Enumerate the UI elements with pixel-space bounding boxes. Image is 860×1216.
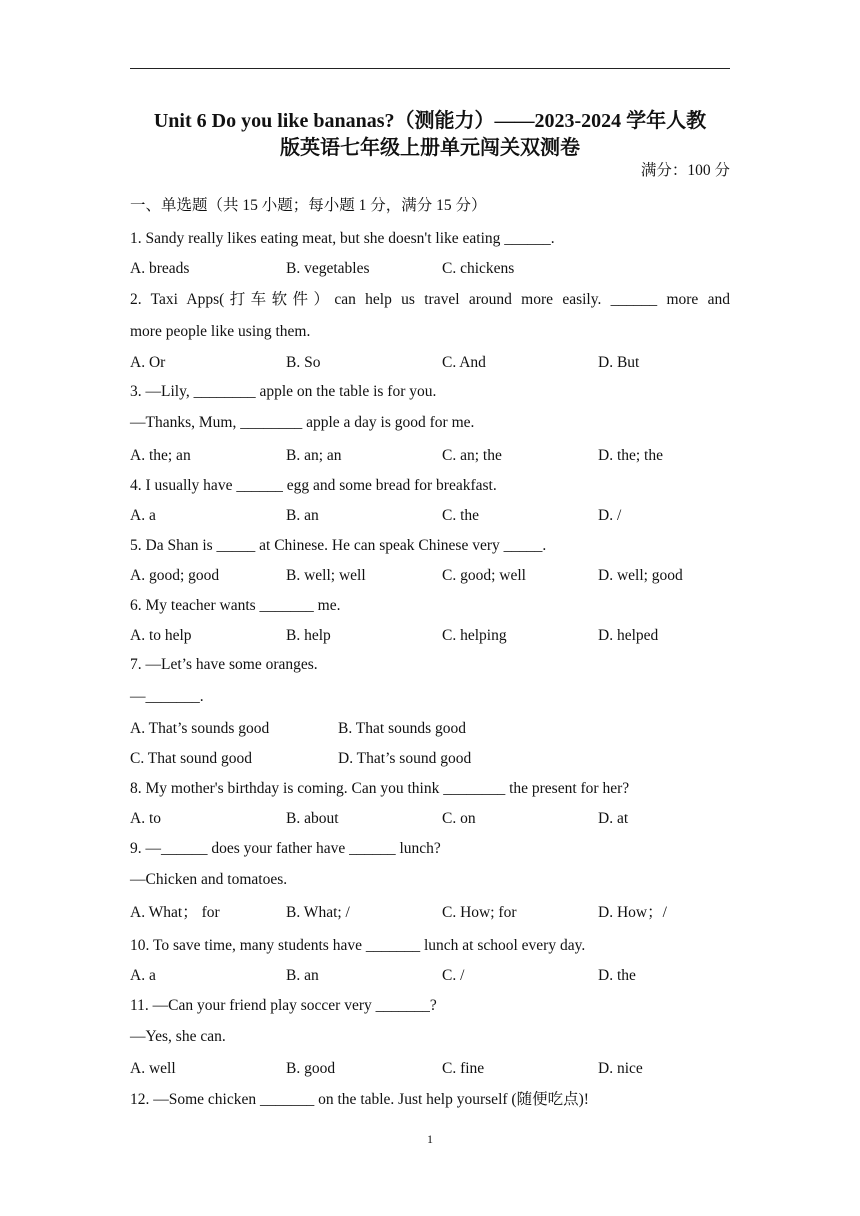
question-7-option-c: C. That sound good: [130, 750, 252, 767]
question-7-stem-line-1: 7. —Let’s have some oranges.: [130, 656, 318, 673]
question-2-option-b: B. So: [286, 354, 321, 371]
question-11-option-b: B. good: [286, 1060, 336, 1077]
question-4-option-d: D. /: [598, 507, 622, 524]
question-6-option-a: A. to help: [130, 627, 192, 644]
page-title-line-1: Unit 6 Do you like bananas?（测能力）——2023-2024 学年人教: [153, 110, 707, 132]
question-1-option-a: A. breads: [130, 260, 190, 277]
question-10-option-b: B. an: [286, 967, 319, 984]
question-3-option-d: D. the; the: [598, 447, 663, 464]
question-7-option-b: B. That sounds good: [338, 720, 467, 737]
question-7-option-d: D. That’s sound good: [338, 750, 472, 767]
question-6-stem: 6. My teacher wants _______ me.: [130, 597, 341, 614]
question-11-stem-line-2: —Yes, she can.: [130, 1028, 226, 1045]
question-3-option-b: B. an; an: [286, 447, 342, 464]
page-number: 1: [427, 1132, 433, 1146]
question-5-option-a: A. good; good: [130, 567, 220, 584]
question-6-option-d: D. helped: [598, 627, 659, 644]
question-3-option-c: C. an; the: [442, 447, 502, 464]
question-9-option-a: A. What； for: [130, 904, 220, 921]
question-1-stem: 1. Sandy really likes eating meat, but she doesn't like eating ______.: [130, 230, 555, 247]
question-5-option-d: D. well; good: [598, 567, 683, 584]
question-2-stem-line-1: 2. Taxi Apps(打车软件）can help us travel around more easily. ______ more and: [130, 291, 730, 308]
question-11-option-d: D. nice: [598, 1060, 643, 1077]
question-10-option-a: A. a: [130, 967, 156, 984]
question-9-option-d: D. How；/: [598, 904, 667, 921]
question-7-option-a: A. That’s sounds good: [130, 720, 270, 737]
question-3-stem-line-2: —Thanks, Mum, ________ apple a day is good for me.: [130, 414, 475, 431]
question-9-stem-line-1: 9. —______ does your father have ______ lunch?: [130, 840, 441, 857]
question-5-option-b: B. well; well: [286, 567, 366, 584]
question-6-option-b: B. help: [286, 627, 331, 644]
question-9-option-b: B. What; /: [286, 904, 350, 921]
question-12-stem: 12. —Some chicken _______ on the table. Just help yourself (随便吃点)!: [130, 1091, 589, 1108]
question-4-stem: 4. I usually have ______ egg and some bread for breakfast.: [130, 477, 497, 494]
question-6-option-c: C. helping: [442, 627, 507, 644]
question-11-stem-line-1: 11. —Can your friend play soccer very _______?: [130, 997, 437, 1014]
question-8-stem: 8. My mother's birthday is coming. Can you think ________ the present for her?: [130, 780, 630, 797]
header-rule: [130, 68, 730, 69]
question-1-option-c: C. chickens: [442, 260, 515, 277]
question-10-option-d: D. the: [598, 967, 636, 984]
question-8-option-d: D. at: [598, 810, 629, 827]
question-7-stem-line-2: —_______.: [130, 688, 204, 705]
question-2-option-c: C. And: [442, 354, 486, 371]
question-8-option-c: C. on: [442, 810, 476, 827]
question-1-option-b: B. vegetables: [286, 260, 370, 277]
page-title-line-2: 版英语七年级上册单元闯关双测卷: [280, 137, 580, 159]
section-heading: 一、单选题（共 15 小题；每小题 1 分，满分 15 分）: [130, 197, 487, 214]
question-2-option-a: A. Or: [130, 354, 166, 371]
question-11-option-c: C. fine: [442, 1060, 485, 1077]
question-11-option-a: A. well: [130, 1060, 176, 1077]
question-10-stem: 10. To save time, many students have _______ lunch at school every day.: [130, 937, 586, 954]
question-4-option-c: C. the: [442, 507, 480, 524]
question-5-option-c: C. good; well: [442, 567, 526, 584]
question-2-stem-line-2: more people like using them.: [130, 323, 311, 340]
question-4-option-a: A. a: [130, 507, 156, 524]
question-8-option-b: B. about: [286, 810, 339, 827]
question-10-option-c: C. /: [442, 967, 465, 984]
question-3-stem-line-1: 3. —Lily, ________ apple on the table is for you.: [130, 383, 437, 400]
question-9-stem-line-2: —Chicken and tomatoes.: [130, 871, 288, 888]
full-score: 满分：100 分: [640, 162, 730, 179]
question-8-option-a: A. to: [130, 810, 161, 827]
question-4-option-b: B. an: [286, 507, 319, 524]
question-9-option-c: C. How; for: [442, 904, 517, 921]
question-5-stem: 5. Da Shan is _____ at Chinese. He can speak Chinese very _____.: [130, 537, 547, 554]
question-2-option-d: D. But: [598, 354, 640, 371]
question-3-option-a: A. the; an: [130, 447, 191, 464]
